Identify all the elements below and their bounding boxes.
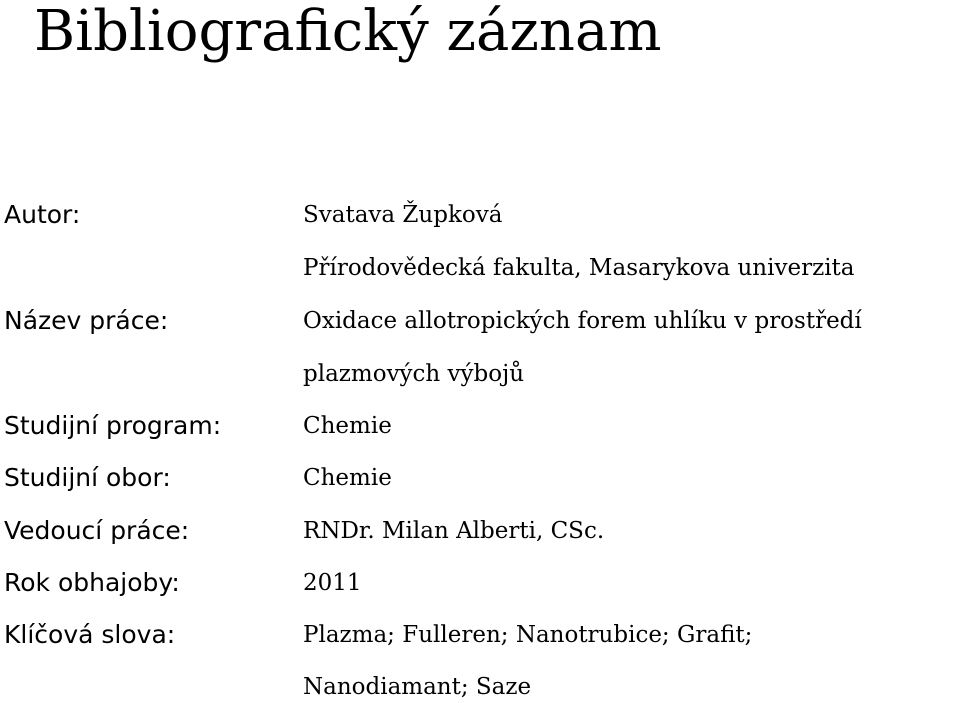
- study-program-label: Studijní program:: [4, 411, 222, 440]
- field-value: Chemie: [303, 465, 392, 491]
- thesis-title-label: Název práce:: [4, 306, 169, 335]
- page-title: Bibliografický záznam: [34, 0, 662, 64]
- field-label: Studijní obor:: [4, 463, 171, 492]
- keywords-label: Klíčová slova:: [4, 620, 176, 649]
- supervisor-value: RNDr. Milan Alberti, CSc.: [303, 518, 605, 544]
- keywords-line-1: Plazma; Fulleren; Nanotrubice; Grafit;: [303, 622, 753, 648]
- study-program-value: Chemie: [303, 413, 392, 439]
- defense-year-value: 2011: [303, 570, 362, 596]
- defense-year-label: Rok obhajoby:: [4, 568, 180, 597]
- author-name: Svatava Župková: [303, 202, 503, 228]
- keywords-line-2: Nanodiamant; Saze: [303, 674, 532, 700]
- author-label: Autor:: [4, 200, 81, 229]
- thesis-title-line-2: plazmových výbojů: [303, 361, 525, 387]
- author-affiliation: Přírodovědecká fakulta, Masarykova univerzita: [303, 255, 855, 281]
- thesis-title-line-1: Oxidace allotropických forem uhlíku v prostředí: [303, 308, 862, 334]
- supervisor-label: Vedoucí práce:: [4, 516, 190, 545]
